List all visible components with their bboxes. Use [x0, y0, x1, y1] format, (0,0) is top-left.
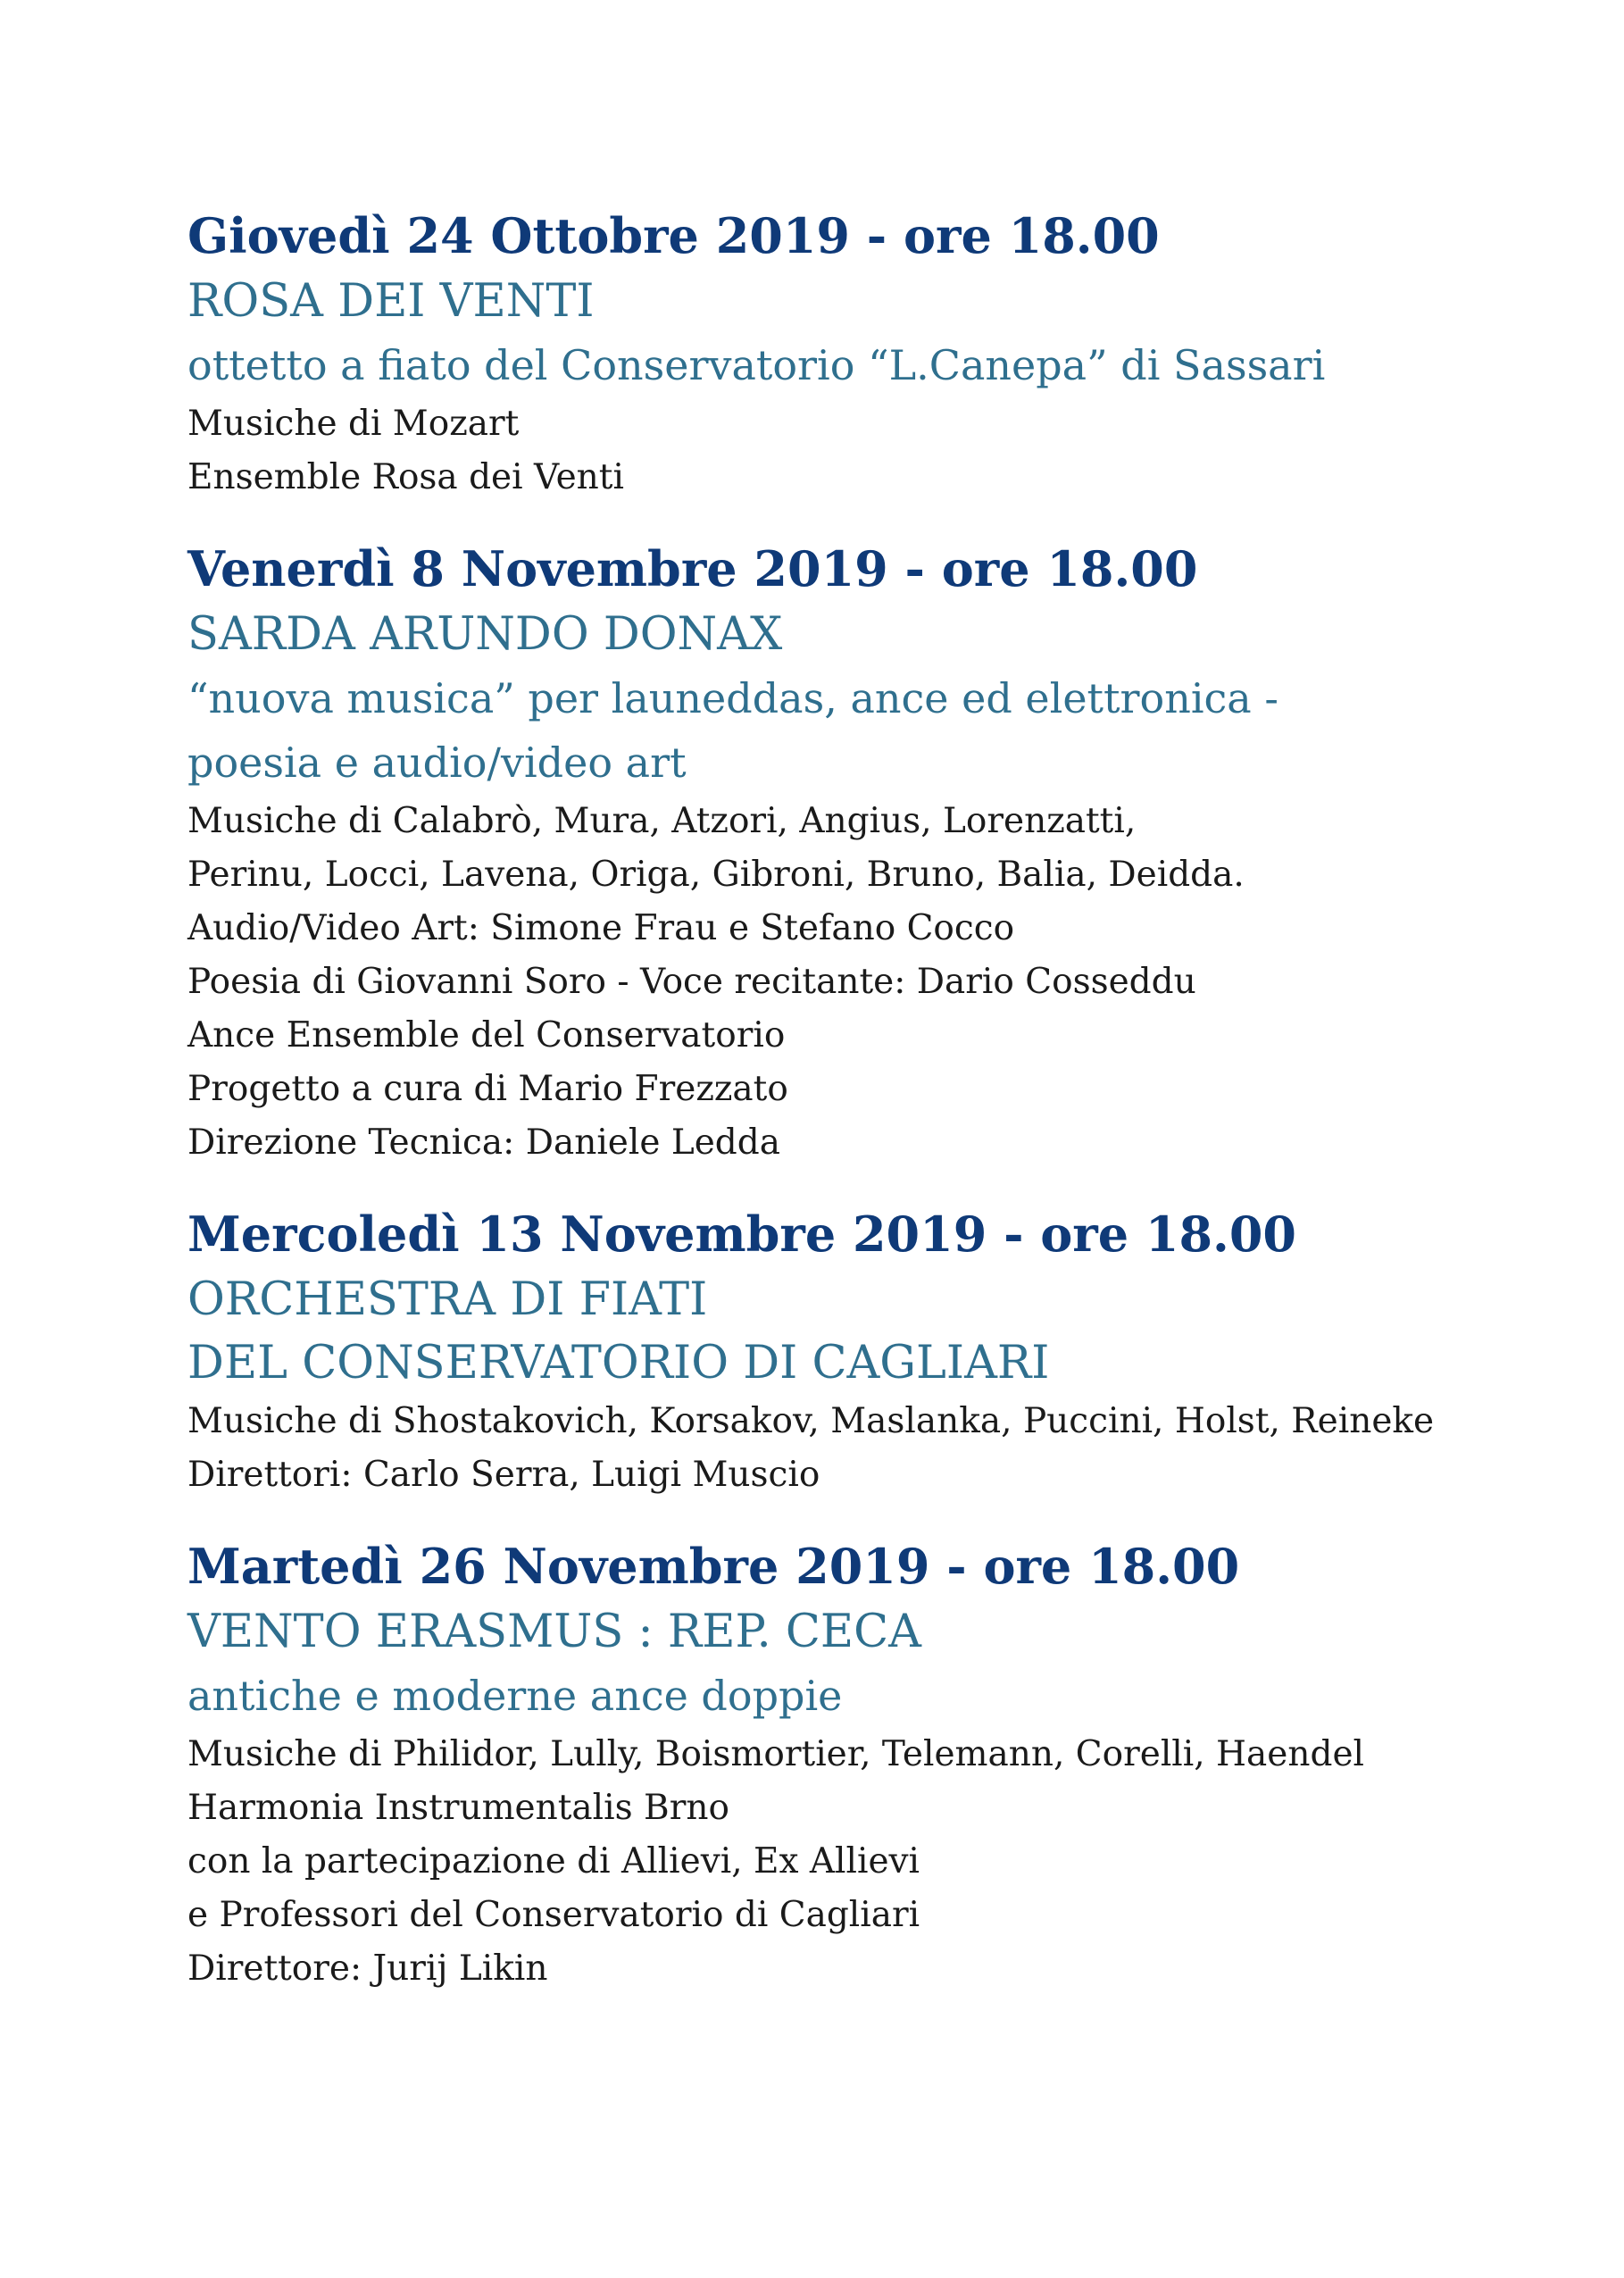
event-title: DEL CONSERVATORIO DI CAGLIARI: [187, 1337, 1050, 1389]
event-detail-line: Direttori: Carlo Serra, Luigi Muscio: [187, 1455, 820, 1495]
concert-program: [187, 202, 1580, 1996]
event-title: ORCHESTRA DI FIATI: [187, 1273, 708, 1326]
event-detail-line: Ance Ensemble del Conservatorio: [187, 1015, 786, 1056]
event-detail-line: con la partecipazione di Allievi, Ex Allievi: [187, 1841, 920, 1882]
event-detail-line: Direzione Tecnica: Daniele Ledda: [187, 1122, 780, 1163]
event-title: ROSA DEI VENTI: [187, 275, 595, 328]
event-vento-erasmus: [187, 1532, 1580, 1996]
event-detail-line: e Professori del Conservatorio di Cagliari: [187, 1895, 920, 1935]
event-detail-line: Direttore: Jurij Likin: [187, 1948, 548, 1989]
event-detail-line: Progetto a cura di Mario Frezzato: [187, 1069, 788, 1109]
event-detail-line: Audio/Video Art: Simone Frau e Stefano Cocco: [187, 908, 1015, 948]
event-detail-line: Musiche di Philidor, Lully, Boismortier, Telemann, Corelli, Haendel: [187, 1734, 1365, 1774]
event-detail-line: Musiche di Calabrò, Mura, Atzori, Angius, Lorenzatti,: [187, 801, 1137, 841]
event-detail-line: Ensemble Rosa dei Venti: [187, 457, 624, 497]
event-date: Martedì 26 Novembre 2019 - ore 18.00: [187, 1538, 1240, 1595]
event-detail-line: Musiche di Shostakovich, Korsakov, Maslanka, Puccini, Holst, Reineke: [187, 1401, 1435, 1441]
event-subtitle: poesia e audio/video art: [187, 738, 687, 787]
event-date: Mercoledì 13 Novembre 2019 - ore 18.00: [187, 1206, 1296, 1263]
event-detail-line: Poesia di Giovanni Soro - Voce recitante: Dario Cosseddu: [187, 962, 1196, 1002]
event-detail-line: Perinu, Locci, Lavena, Origa, Gibroni, Bruno, Balia, Deidda.: [187, 855, 1245, 895]
event-sarda-arundo-donax: [187, 535, 1580, 1170]
event-subtitle: ottetto a fiato del Conservatorio “L.Canepa” di Sassari: [187, 341, 1326, 389]
event-date: Giovedì 24 Ottobre 2019 - ore 18.00: [187, 207, 1160, 264]
event-date: Venerdì 8 Novembre 2019 - ore 18.00: [187, 540, 1198, 597]
event-detail-line: Musiche di Mozart: [187, 404, 520, 444]
event-title: VENTO ERASMUS : REP. CECA: [187, 1606, 922, 1658]
event-title: SARDA ARUNDO DONAX: [187, 608, 783, 661]
event-subtitle: antiche e moderne ance doppie: [187, 1672, 843, 1720]
event-subtitle: “nuova musica” per launeddas, ance ed elettronica -: [187, 674, 1278, 722]
event-detail-line: Harmonia Instrumentalis Brno: [187, 1788, 729, 1828]
event-rosa-dei-venti: [187, 202, 1580, 505]
event-orchestra-di-fiati: [187, 1200, 1580, 1502]
